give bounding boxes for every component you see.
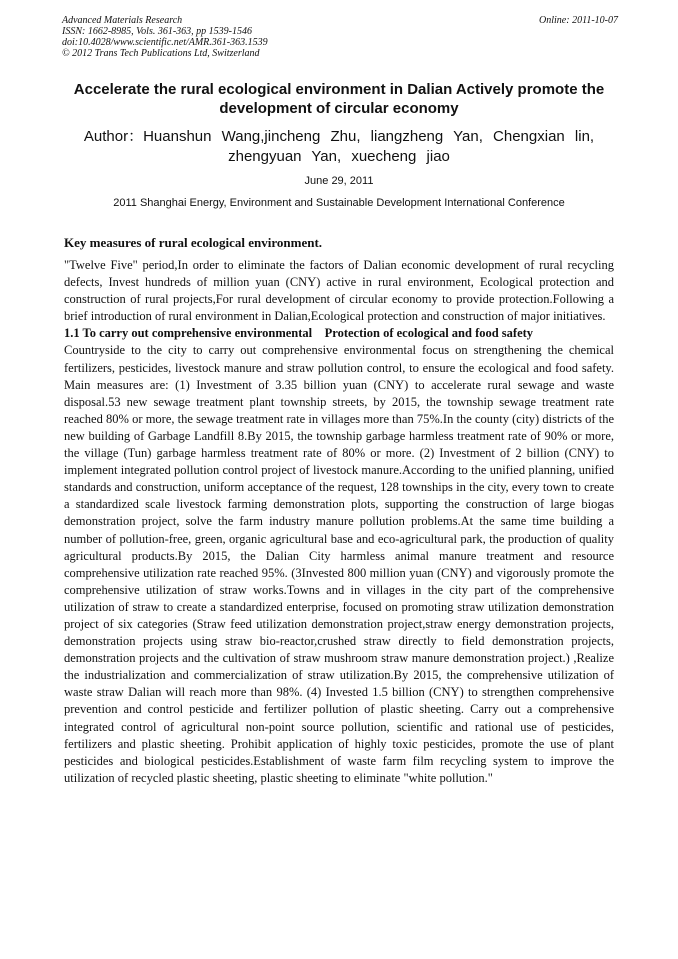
subsection-heading: 1.1 To carry out comprehensive environmental Protection of ecological and food safety: [64, 326, 534, 341]
paper-body: [64, 234, 614, 787]
doi-line: doi:10.4028/www.scientific.net/AMR.361-363.1539: [62, 37, 268, 48]
paper-date: June 29, 2011: [304, 175, 374, 187]
intro-paragraph: "Twelve Five" period,In order to eliminate the factors of Dalian economic development of rural recycling defects, Invest hundreds of million yuan (CNY) active in rural environment, Ecological protection and construction of rural projects,For rural development of circular economy to provide protection.Following a brief introduction of rural environment in Dalian,Ecological protection and construction of major initiatives.: [64, 258, 614, 324]
body-paragraph: Countryside to the city to carry out comprehensive environmental focus on strengthening the chemical fertilizers, pesticides, livestock manure and straw pollution control, to ensure the ecological and food safety. Main measures are: (1) Investment of 3.35 billion yuan (CNY) to accelerate rural sewage and waste disposal.53 new sewage treatment plant township streets, by 2015, the township sewage treatment rate reached 80% or more, the sewage treatment rate in villages more than 75%.In the county (city) districts of the new building of Garbage Landfill 8.By 2015, the township garbage harmless treatment rate of 90% or more, the village (Tun) garbage harmless treatment rate of 80% or more. (2) Investment of 2 billion (CNY) to implement integrated pollution control project of livestock manure.According to the unified planning, unified standards and construction, uniform acceptance of the request, 128 townships in the city, every town to create a standardized scale livestock farming demonstration plots, supporting the construction of large biogas demonstration project, solve the farm industry manure pollution problems.At the same time building a number of pollution-free, green, organic agricultural base and eco-agricultural park, the production of quality agricultural products.By 2015, the Dalian City harmless animal manure treatment and resource comprehensive utilization rate reached 95%. (3Invested 800 million yuan (CNY) and vigorously promote the comprehensive utilization of straw works.Towns and in villages in the city part of the comprehensive utilization of straw to create a standardized enterprise, focused on promoting straw utilization demonstration project of six categories (Straw feed utilization demonstration project,straw energy demonstration projects, demonstration projects using straw bio-reactor,crushed straw directly to field demonstration projects, demonstration projects and the cultivation of straw mushroom straw manure demonstration project.) ,Realize the industrialization and commercialization of straw utilization.By 2015, the comprehensive utilization of waste straw Dalian will reach more than 98%. (4) Invested 1.5 billion (CNY) to strengthen comprehensive prevention and control pesticide and fertilizer pollution of plastic sheeting. Carry out a comprehensive integrated control of agricultural non-point source pollution, scientific and rational use of pesticides, fertilizers and plastic sheeting. Prohibit application of highly toxic pesticides, promote the use of plant pesticides and biological pesticides.Establishment of waste farm film recycling system to improve the utilization of recycled plastic sheeting, plastic sheeting to eliminate "white pollution.": [64, 343, 614, 785]
online-date: Online: 2011-10-07: [539, 15, 618, 26]
copyright-line: © 2012 Trans Tech Publications Ltd, Switzerland: [62, 48, 260, 59]
section-heading: Key measures of rural ecological environment.: [64, 235, 323, 250]
publication-header: [62, 15, 618, 59]
issn-line: ISSN: 1662-8985, Vols. 361-363, pp 1539-1546: [62, 26, 252, 37]
paper-title: Accelerate the rural ecological environment in Dalian Actively promote the development of circular economy: [73, 81, 605, 117]
author-list: Author：Huanshun Wang,jincheng Zhu, liangzheng Yan, Chengxian lin, zhengyuan Yan, xuecheng jiao: [83, 128, 595, 165]
conference-name: 2011 Shanghai Energy, Environment and Sustainable Development International Conference: [113, 197, 565, 209]
journal-name: Advanced Materials Research: [62, 15, 183, 26]
